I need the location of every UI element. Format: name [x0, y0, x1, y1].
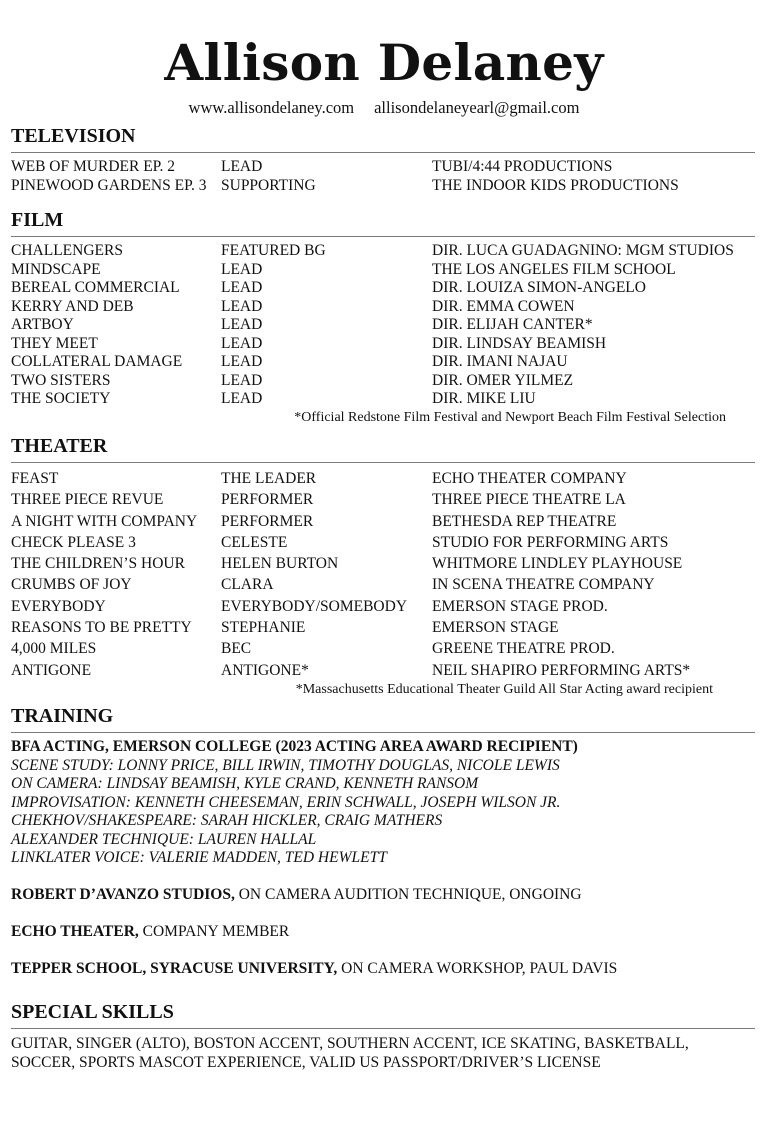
credit-row [11, 177, 755, 196]
credit-company: ECHO THEATER COMPANY [432, 470, 627, 487]
section-title: FILM [11, 209, 64, 231]
credit-row [11, 390, 755, 409]
credit-project: PINEWOOD GARDENS EP. 3 [11, 176, 207, 194]
credit-company: EMERSON STAGE PROD. [432, 597, 608, 615]
credit-role: PERFORMER [221, 512, 314, 530]
section-television [11, 124, 755, 195]
training-extra-detail: ON CAMERA WORKSHOP, PAUL DAVIS [337, 960, 618, 977]
credit-project: FEAST [11, 470, 59, 487]
training-class: ALEXANDER TECHNIQUE: LAUREN HALLAL [11, 830, 317, 848]
credit-row [11, 638, 755, 659]
credit-project: KERRY AND DEB [11, 297, 134, 315]
resume-name: Allison Delaney [164, 33, 604, 92]
credit-project: TWO SISTERS [11, 371, 111, 389]
training-degree: BFA ACTING, EMERSON COLLEGE (2023 ACTING AREA AWARD RECIPIENT) [11, 738, 578, 755]
credit-row [11, 261, 755, 280]
credit-company: GREENE THEATRE PROD. [432, 640, 615, 658]
credit-company: DIR. LINDSAY BEAMISH [432, 334, 607, 352]
credit-role: CELESTE [221, 533, 288, 551]
credit-row [11, 617, 755, 638]
credit-project: THEY MEET [11, 334, 98, 352]
credit-role: EVERYBODY/SOMEBODY [221, 597, 408, 615]
credit-row [11, 158, 755, 177]
section-film [11, 208, 755, 428]
credit-row [11, 372, 755, 391]
website-link[interactable]: www.allisondelaney.com [188, 98, 355, 117]
credit-role: LEAD [221, 334, 263, 352]
credit-project: 4,000 MILES [11, 640, 97, 658]
credit-company: STUDIO FOR PERFORMING ARTS [432, 533, 669, 551]
credit-role: CLARA [221, 576, 274, 594]
credit-project: THREE PIECE REVUE [11, 491, 164, 509]
credit-row [11, 574, 755, 595]
section-title: TRAINING [11, 705, 114, 727]
credit-role: SUPPORTING [221, 176, 316, 194]
credit-project: CHECK PLEASE 3 [11, 533, 136, 551]
credit-company: DIR. ELIJAH CANTER* [432, 316, 593, 333]
credit-role: LEAD [221, 158, 263, 175]
credit-company: DIR. LUCA GUADAGNINO: MGM STUDIOS [432, 242, 734, 259]
credit-project: THE CHILDREN’S HOUR [11, 555, 185, 573]
section-divider [11, 1028, 755, 1029]
training-class: LINKLATER VOICE: VALERIE MADDEN, TED HEWLETT [11, 849, 387, 866]
credit-project: REASONS TO BE PRETTY [11, 619, 192, 637]
credit-project: CRUMBS OF JOY [11, 576, 132, 594]
credit-project: BEREAL COMMERCIAL [11, 279, 180, 296]
section-title: SPECIAL SKILLS [11, 1001, 174, 1023]
email-link[interactable]: allisondelaneyearl@gmail.com [374, 98, 580, 117]
training-extra [11, 923, 755, 942]
credit-role: LEAD [221, 371, 263, 389]
credit-project: MINDSCAPE [11, 260, 101, 278]
credit-role: STEPHANIE [221, 619, 306, 637]
contact-line [0, 97, 768, 119]
credit-role: PERFORMER [221, 491, 314, 509]
credit-project: A NIGHT WITH COMPANY [11, 512, 198, 530]
credit-row [11, 468, 755, 489]
credit-role: LEAD [221, 297, 263, 315]
credit-company: THE INDOOR KIDS PRODUCTIONS [432, 176, 679, 194]
section-title: TELEVISION [11, 125, 136, 147]
credit-role: HELEN BURTON [221, 555, 339, 573]
training-class: ON CAMERA: LINDSAY BEAMISH, KYLE CRAND, KENNETH RANSOM [11, 775, 479, 792]
credit-row [11, 298, 755, 317]
training-extra [11, 886, 755, 905]
section-theater [11, 434, 755, 700]
training-extra-name: TEPPER SCHOOL, SYRACUSE UNIVERSITY, [11, 960, 338, 977]
section-divider [11, 152, 755, 153]
credit-company: THREE PIECE THEATRE LA [432, 491, 626, 509]
training-class: IMPROVISATION: KENNETH CHEESEMAN, ERIN SCHWALL, JOSEPH WILSON JR. [11, 793, 561, 811]
credit-row [11, 532, 755, 553]
credit-row [11, 511, 755, 532]
credit-row [11, 316, 755, 335]
section-training [11, 704, 755, 979]
skills-text: GUITAR, SINGER (ALTO), BOSTON ACCENT, SOUTHERN ACCENT, ICE SKATING, BASKETBALL, SOCCER, SPORTS MASCOT EXPERIENCE, VALID US PASSPORT/DRIVER’S LICENSE [11, 1035, 689, 1071]
credit-project: CHALLENGERS [11, 242, 123, 259]
credit-role: BEC [221, 640, 252, 658]
credit-company: DIR. OMER YILMEZ [432, 371, 574, 389]
credit-company: NEIL SHAPIRO PERFORMING ARTS* [432, 661, 691, 679]
credit-company: TUBI/4:44 PRODUCTIONS [432, 158, 613, 175]
credit-company: EMERSON STAGE [432, 619, 559, 637]
credit-row [11, 335, 755, 354]
credit-company: BETHESDA REP THEATRE [432, 512, 617, 530]
credit-role: LEAD [221, 316, 263, 333]
training-class: SCENE STUDY: LONNY PRICE, BILL IRWIN, TIMOTHY DOUGLAS, NICOLE LEWIS [11, 756, 560, 774]
credit-role: LEAD [221, 353, 263, 370]
credit-company: THE LOS ANGELES FILM SCHOOL [432, 260, 676, 278]
credit-row [11, 660, 755, 681]
training-extra-detail: COMPANY MEMBER [138, 922, 290, 940]
credit-company: WHITMORE LINDLEY PLAYHOUSE [432, 555, 683, 573]
credit-role: LEAD [221, 390, 263, 407]
credit-row [11, 353, 755, 372]
credit-project: ARTBOY [11, 316, 74, 333]
training-extra-name: ROBERT D’AVANZO STUDIOS, [11, 885, 235, 903]
credit-row [11, 242, 755, 261]
credit-row [11, 553, 755, 574]
credit-project: ANTIGONE [11, 661, 92, 679]
credit-role: THE LEADER [221, 470, 317, 487]
training-extra [11, 960, 755, 979]
credit-project: THE SOCIETY [11, 390, 111, 407]
credit-company: DIR. MIKE LIU [432, 390, 536, 407]
training-class: CHEKHOV/SHAKESPEARE: SARAH HICKLER, CRAIG MATHERS [11, 812, 443, 829]
credit-company: DIR. LOUIZA SIMON-ANGELO [432, 279, 646, 296]
credit-project: EVERYBODY [11, 597, 106, 615]
credit-role: LEAD [221, 260, 263, 278]
credit-role: ANTIGONE* [221, 661, 309, 679]
film-footnote: *Official Redstone Film Festival and Newport Beach Film Festival Selection [294, 409, 726, 425]
credit-row [11, 596, 755, 617]
credit-company: IN SCENA THEATRE COMPANY [432, 576, 655, 594]
credit-project: COLLATERAL DAMAGE [11, 353, 183, 370]
section-special-skills [11, 1000, 755, 1072]
theater-footnote: *Massachusetts Educational Theater Guild All Star Acting award recipient [295, 681, 713, 697]
credit-role: LEAD [221, 279, 263, 296]
credit-row [11, 489, 755, 510]
section-title: THEATER [11, 435, 108, 457]
credit-role: FEATURED BG [221, 242, 326, 259]
section-divider [11, 236, 755, 237]
section-divider [11, 732, 755, 733]
credit-company: DIR. EMMA COWEN [432, 297, 575, 315]
credit-row [11, 279, 755, 298]
training-extra-name: ECHO THEATER, [11, 922, 139, 940]
section-divider [11, 462, 755, 463]
credit-company: DIR. IMANI NAJAU [432, 353, 568, 370]
training-extra-detail: ON CAMERA AUDITION TECHNIQUE, ONGOING [234, 885, 582, 903]
credit-project: WEB OF MURDER EP. 2 [11, 158, 176, 175]
